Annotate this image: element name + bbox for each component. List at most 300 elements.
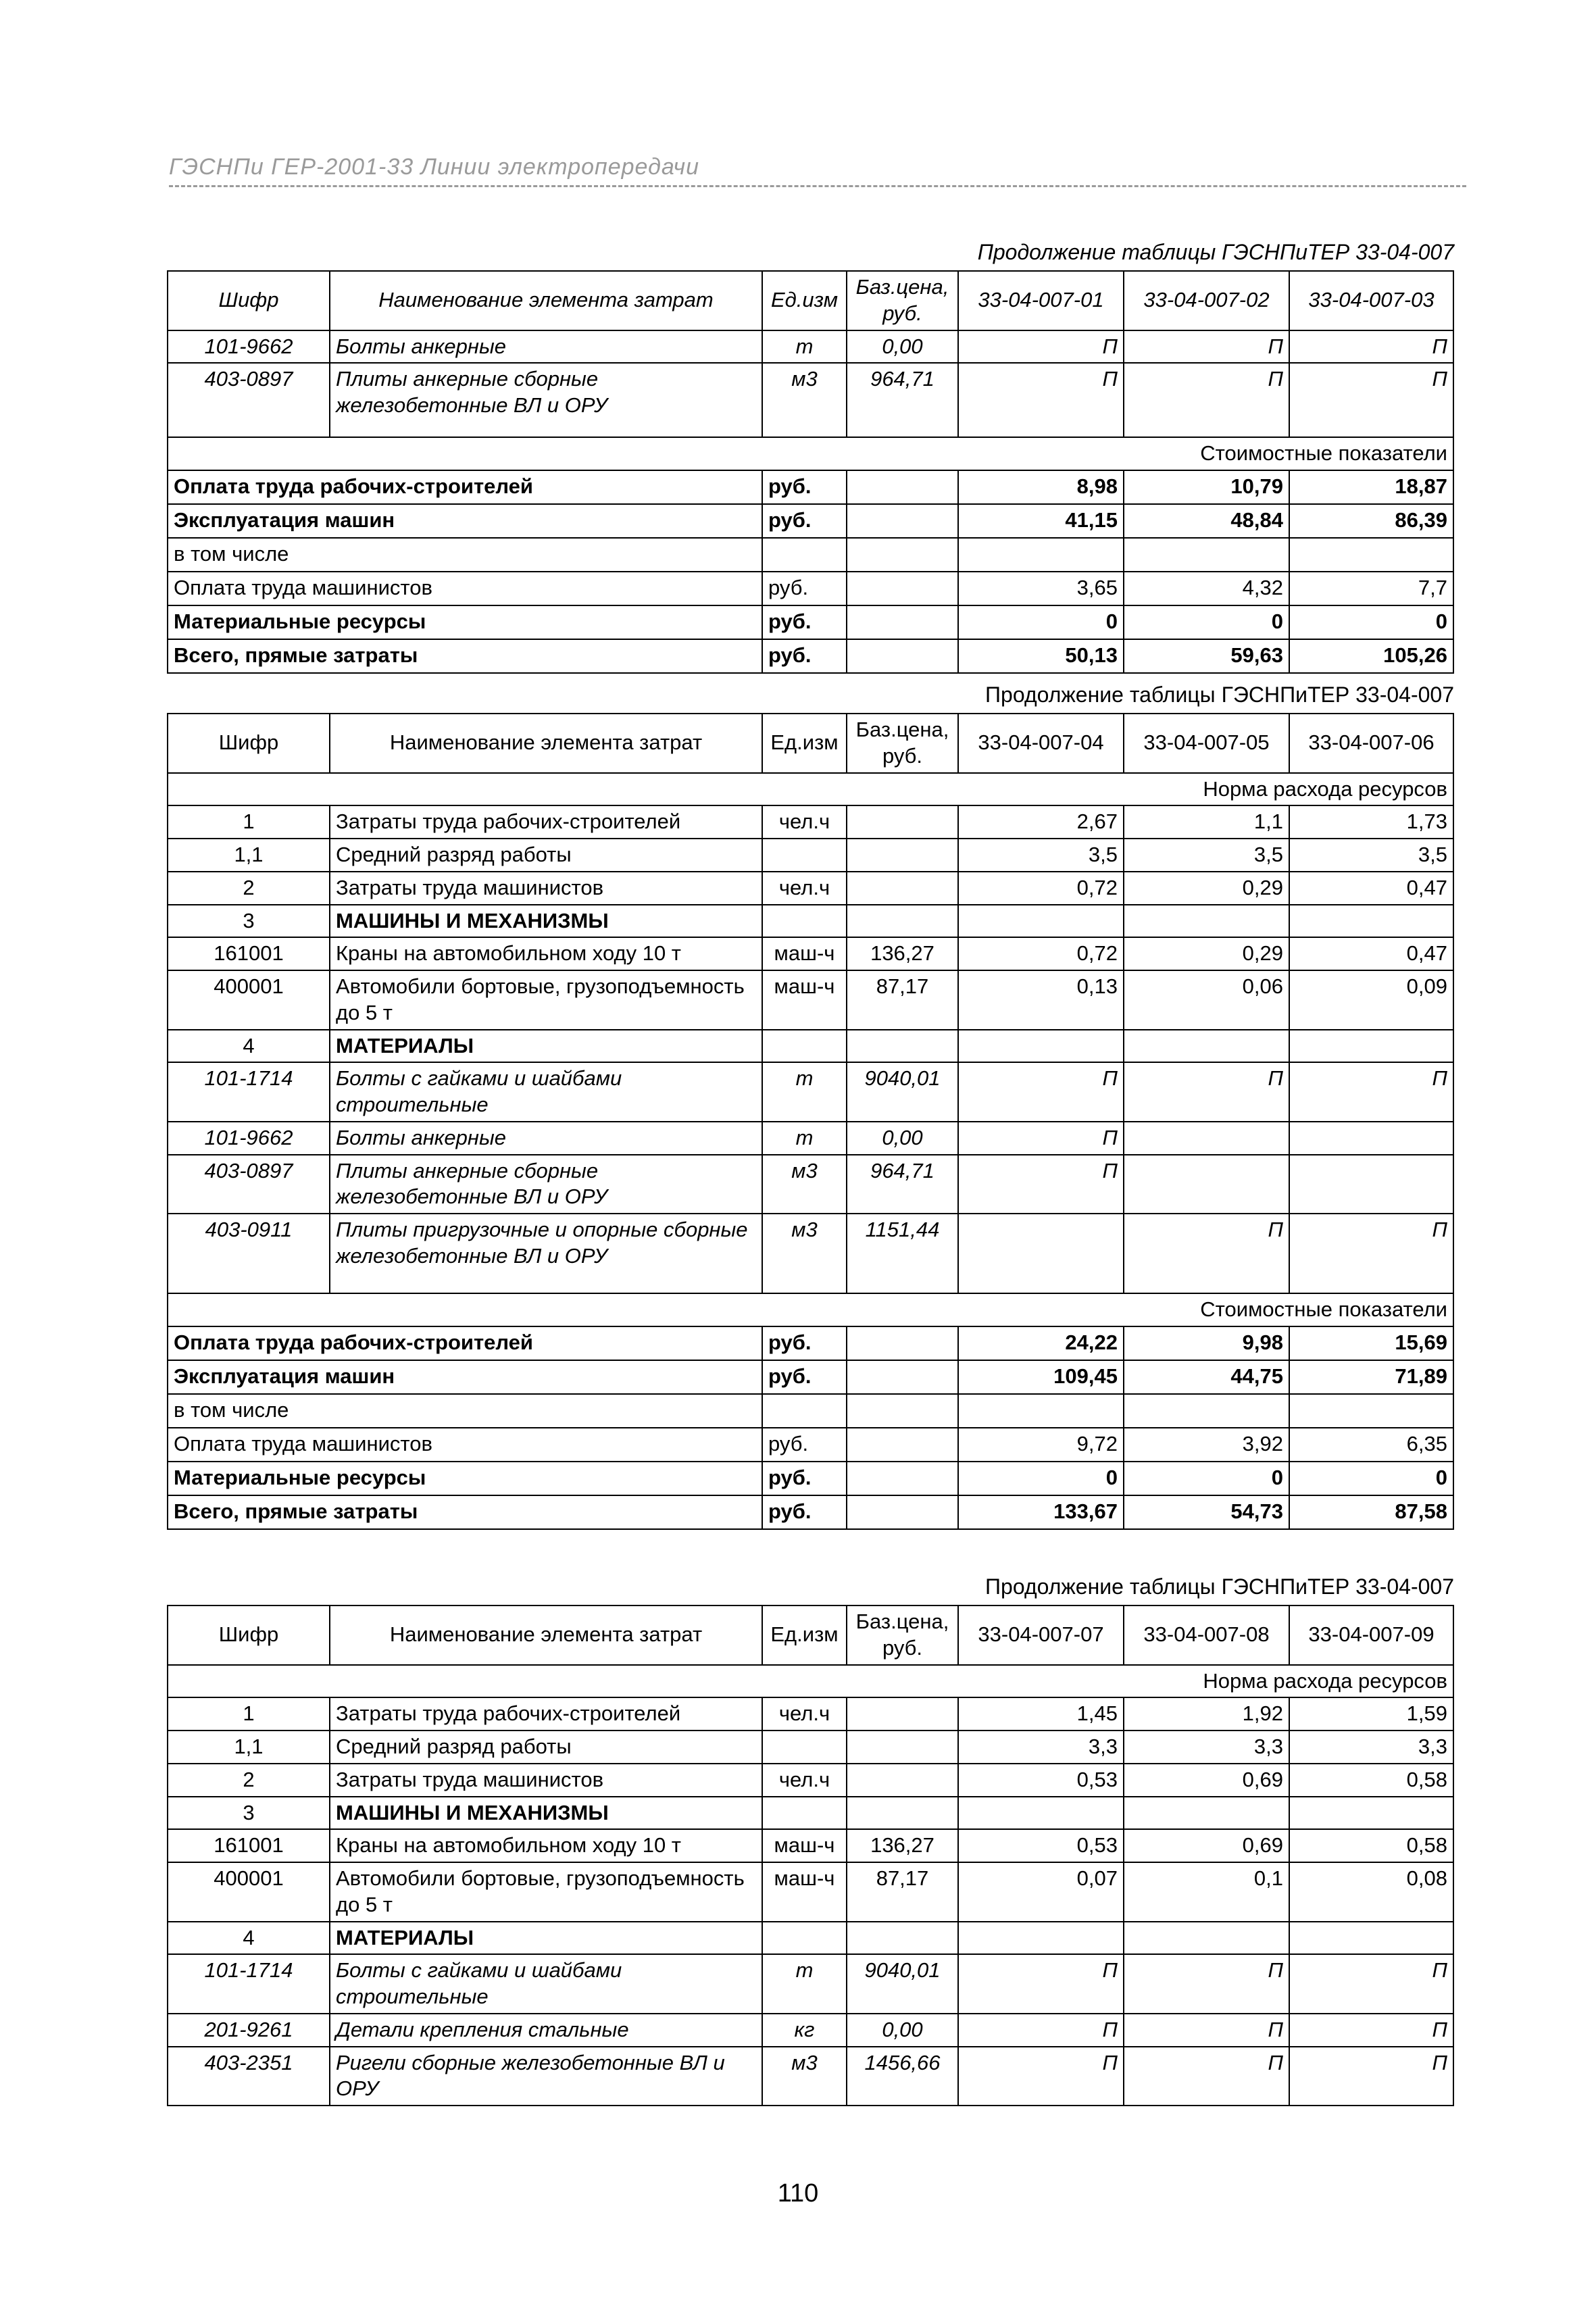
table-row	[168, 805, 1453, 839]
summary-value	[1124, 1394, 1289, 1428]
summary-value: 50,13	[958, 639, 1124, 673]
code-cell: 1	[168, 1697, 330, 1731]
summary-value: 41,15	[958, 504, 1124, 538]
value-cell: 0,1	[1124, 1862, 1289, 1922]
column-header: Баз.цена, руб.	[847, 714, 958, 773]
value-cell	[1124, 1797, 1289, 1830]
value-cell: 3,3	[1124, 1731, 1289, 1764]
value-cell: П	[1124, 1954, 1289, 2014]
column-header: Наименование элемента затрат	[330, 714, 762, 773]
table-row	[168, 1697, 1453, 1731]
summary-value: 7,7	[1289, 572, 1453, 605]
table-header-row	[168, 1605, 1453, 1665]
price-cell	[847, 1764, 958, 1797]
section-row	[168, 1665, 1453, 1698]
price-cell	[847, 905, 958, 938]
value-cell: П	[1289, 330, 1453, 364]
unit-cell: т	[762, 1954, 847, 2014]
value-cell: П	[1289, 1214, 1453, 1293]
summary-value: 10,79	[1124, 470, 1289, 504]
summary-value: 24,22	[958, 1326, 1124, 1360]
name-cell: Плиты пригрузочные и опорные сборные железобетонные ВЛ и ОРУ	[330, 1214, 762, 1293]
price-cell	[847, 1797, 958, 1830]
table-row	[168, 1731, 1453, 1764]
column-header: Шифр	[168, 714, 330, 773]
price-cell: 964,71	[847, 1155, 958, 1214]
table-row	[168, 1797, 1453, 1830]
price-cell: 9040,01	[847, 1954, 958, 2014]
code-cell: 403-0911	[168, 1214, 330, 1293]
code-cell: 3	[168, 905, 330, 938]
unit-cell: маш-ч	[762, 970, 847, 1030]
column-header: 33-04-007-03	[1289, 271, 1453, 330]
table-caption: Продолжение таблицы ГЭСНПиТЕР 33-04-007	[985, 682, 1454, 707]
summary-value: 0	[1124, 1462, 1289, 1495]
value-cell: 1,45	[958, 1697, 1124, 1731]
summary-value: 109,45	[958, 1360, 1124, 1394]
name-cell: Затраты труда рабочих-строителей	[330, 805, 762, 839]
table-row	[168, 1862, 1453, 1922]
code-cell: 101-1714	[168, 1062, 330, 1122]
summary-unit: руб.	[762, 605, 847, 639]
summary-empty	[847, 538, 958, 572]
name-cell: МАТЕРИАЛЫ	[330, 1030, 762, 1063]
summary-row	[168, 1495, 1453, 1529]
summary-value: 86,39	[1289, 504, 1453, 538]
summary-empty	[847, 605, 958, 639]
table-row	[168, 363, 1453, 437]
value-cell: П	[1124, 2014, 1289, 2047]
unit-cell: маш-ч	[762, 1829, 847, 1862]
code-cell: 101-9662	[168, 1122, 330, 1155]
code-cell: 161001	[168, 937, 330, 970]
summary-unit: руб.	[762, 504, 847, 538]
summary-value: 8,98	[958, 470, 1124, 504]
summary-label: Оплата труда машинистов	[168, 572, 762, 605]
code-cell: 400001	[168, 1862, 330, 1922]
table-row	[168, 1922, 1453, 1955]
table-caption: Продолжение таблицы ГЭСНПиТЕР 33-04-007	[985, 1574, 1454, 1599]
price-cell	[847, 1731, 958, 1764]
price-cell: 136,27	[847, 937, 958, 970]
unit-cell: т	[762, 1122, 847, 1155]
summary-label: Оплата труда рабочих-строителей	[168, 1326, 762, 1360]
summary-unit: руб.	[762, 1462, 847, 1495]
value-cell: П	[1124, 1214, 1289, 1293]
code-cell: 4	[168, 1922, 330, 1955]
value-cell	[1289, 1797, 1453, 1830]
summary-value: 6,35	[1289, 1428, 1453, 1462]
summary-label: Эксплуатация машин	[168, 1360, 762, 1394]
table-header-row	[168, 271, 1453, 330]
summary-unit	[762, 538, 847, 572]
table-row	[168, 839, 1453, 872]
table-row	[168, 937, 1453, 970]
table-row	[168, 1155, 1453, 1214]
code-cell: 2	[168, 872, 330, 905]
summary-value: 48,84	[1124, 504, 1289, 538]
table-row	[168, 970, 1453, 1030]
summary-value	[1289, 538, 1453, 572]
table-row	[168, 2047, 1453, 2106]
summary-unit	[762, 1394, 847, 1428]
running-header: ГЭСНПи ГЕР-2001-33 Линии электропередачи	[169, 154, 1466, 187]
summary-value: 59,63	[1124, 639, 1289, 673]
value-cell: 3,5	[1124, 839, 1289, 872]
name-cell: МАТЕРИАЛЫ	[330, 1922, 762, 1955]
code-cell: 101-1714	[168, 1954, 330, 2014]
value-cell	[1289, 905, 1453, 938]
summary-row	[168, 1462, 1453, 1495]
name-cell: Затраты труда машинистов	[330, 872, 762, 905]
section-row	[168, 1293, 1453, 1326]
summary-label: Оплата труда рабочих-строителей	[168, 470, 762, 504]
price-cell: 0,00	[847, 1122, 958, 1155]
resource-table-3	[167, 1605, 1454, 2106]
summary-row	[168, 1394, 1453, 1428]
unit-cell: кг	[762, 2014, 847, 2047]
value-cell	[958, 1214, 1124, 1293]
value-cell	[1124, 1922, 1289, 1955]
column-header: 33-04-007-09	[1289, 1605, 1453, 1665]
value-cell	[1124, 1155, 1289, 1214]
summary-value: 0	[1124, 605, 1289, 639]
summary-value: 3,92	[1124, 1428, 1289, 1462]
summary-unit: руб.	[762, 639, 847, 673]
code-cell: 3	[168, 1797, 330, 1830]
summary-row	[168, 572, 1453, 605]
code-cell: 400001	[168, 970, 330, 1030]
unit-cell: чел.ч	[762, 872, 847, 905]
summary-unit: руб.	[762, 572, 847, 605]
summary-row	[168, 1360, 1453, 1394]
column-header: Шифр	[168, 271, 330, 330]
summary-value: 133,67	[958, 1495, 1124, 1529]
value-cell	[1289, 1122, 1453, 1155]
summary-empty	[847, 1462, 958, 1495]
table-row	[168, 872, 1453, 905]
summary-value: 4,32	[1124, 572, 1289, 605]
value-cell: 0,69	[1124, 1764, 1289, 1797]
column-header: Ед.изм	[762, 271, 847, 330]
price-cell	[847, 839, 958, 872]
unit-cell: м3	[762, 1214, 847, 1293]
summary-value: 15,69	[1289, 1326, 1453, 1360]
summary-empty	[847, 572, 958, 605]
summary-value: 9,72	[958, 1428, 1124, 1462]
value-cell: 0,07	[958, 1862, 1124, 1922]
value-cell: 0,72	[958, 937, 1124, 970]
code-cell: 101-9662	[168, 330, 330, 364]
unit-cell	[762, 839, 847, 872]
price-cell	[847, 1697, 958, 1731]
section-row	[168, 437, 1453, 470]
code-cell: 2	[168, 1764, 330, 1797]
column-header: 33-04-007-06	[1289, 714, 1453, 773]
price-cell	[847, 1922, 958, 1955]
name-cell: Болты с гайками и шайбами строительные	[330, 1062, 762, 1122]
value-cell: 1,73	[1289, 805, 1453, 839]
resource-table-2	[167, 713, 1454, 1530]
value-cell	[1124, 1122, 1289, 1155]
value-cell: 1,59	[1289, 1697, 1453, 1731]
value-cell: П	[1124, 2047, 1289, 2106]
value-cell	[958, 1797, 1124, 1830]
value-cell: 0,58	[1289, 1764, 1453, 1797]
column-header: 33-04-007-07	[958, 1605, 1124, 1665]
value-cell	[1289, 1922, 1453, 1955]
unit-cell	[762, 1030, 847, 1063]
summary-value	[1124, 538, 1289, 572]
summary-value: 44,75	[1124, 1360, 1289, 1394]
summary-empty	[847, 470, 958, 504]
table-row	[168, 330, 1453, 364]
column-header: 33-04-007-02	[1124, 271, 1289, 330]
value-cell: П	[1124, 1062, 1289, 1122]
price-cell: 1456,66	[847, 2047, 958, 2106]
summary-label: Эксплуатация машин	[168, 504, 762, 538]
unit-cell: т	[762, 330, 847, 364]
column-header: Баз.цена, руб.	[847, 271, 958, 330]
unit-cell	[762, 1797, 847, 1830]
summary-row	[168, 639, 1453, 673]
norm-label: Норма расхода ресурсов	[168, 773, 1453, 806]
summary-value: 54,73	[1124, 1495, 1289, 1529]
value-cell: 0,06	[1124, 970, 1289, 1030]
price-cell	[847, 1030, 958, 1063]
column-header: 33-04-007-04	[958, 714, 1124, 773]
value-cell: П	[1289, 2047, 1453, 2106]
value-cell: П	[1289, 1954, 1453, 2014]
code-cell: 1,1	[168, 1731, 330, 1764]
table-row	[168, 1214, 1453, 1293]
summary-value: 71,89	[1289, 1360, 1453, 1394]
name-cell: Средний разряд работы	[330, 1731, 762, 1764]
value-cell: 2,67	[958, 805, 1124, 839]
summary-label: в том числе	[168, 1394, 762, 1428]
summary-unit: руб.	[762, 1495, 847, 1529]
table-header-row	[168, 714, 1453, 773]
value-cell: 0,53	[958, 1829, 1124, 1862]
value-cell: 1,1	[1124, 805, 1289, 839]
table-row	[168, 1030, 1453, 1063]
summary-unit: руб.	[762, 1360, 847, 1394]
value-cell: 0,47	[1289, 872, 1453, 905]
value-cell: П	[958, 1155, 1124, 1214]
table-caption: Продолжение таблицы ГЭСНПиТЕР 33-04-007	[977, 240, 1454, 264]
price-cell: 87,17	[847, 1862, 958, 1922]
unit-cell: маш-ч	[762, 1862, 847, 1922]
section-label: Стоимостные показатели	[168, 1293, 1453, 1326]
value-cell: 0,47	[1289, 937, 1453, 970]
name-cell: Затраты труда рабочих-строителей	[330, 1697, 762, 1731]
unit-cell	[762, 1922, 847, 1955]
code-cell: 403-0897	[168, 1155, 330, 1214]
name-cell: Краны на автомобильном ходу 10 т	[330, 1829, 762, 1862]
price-cell	[847, 805, 958, 839]
summary-value	[1289, 1394, 1453, 1428]
value-cell: П	[958, 1954, 1124, 2014]
summary-unit: руб.	[762, 1428, 847, 1462]
name-cell: Краны на автомобильном ходу 10 т	[330, 937, 762, 970]
price-cell: 964,71	[847, 363, 958, 437]
summary-empty	[847, 1394, 958, 1428]
value-cell: 0,13	[958, 970, 1124, 1030]
summary-label: Всего, прямые затраты	[168, 1495, 762, 1529]
value-cell	[958, 905, 1124, 938]
value-cell: 0,53	[958, 1764, 1124, 1797]
summary-empty	[847, 639, 958, 673]
summary-value: 0	[958, 605, 1124, 639]
summary-value: 3,65	[958, 572, 1124, 605]
summary-value: 0	[958, 1462, 1124, 1495]
value-cell: П	[958, 330, 1124, 364]
resource-table-1	[167, 270, 1454, 674]
price-cell	[847, 872, 958, 905]
value-cell: 3,5	[1289, 839, 1453, 872]
column-header: Наименование элемента затрат	[330, 1605, 762, 1665]
code-cell: 403-0897	[168, 363, 330, 437]
table-row	[168, 905, 1453, 938]
table-row	[168, 1062, 1453, 1122]
column-header: Шифр	[168, 1605, 330, 1665]
summary-value: 105,26	[1289, 639, 1453, 673]
summary-empty	[847, 1495, 958, 1529]
value-cell	[1289, 1030, 1453, 1063]
code-cell: 1	[168, 805, 330, 839]
name-cell: Болты анкерные	[330, 330, 762, 364]
value-cell: 3,5	[958, 839, 1124, 872]
value-cell: П	[1124, 363, 1289, 437]
column-header: 33-04-007-05	[1124, 714, 1289, 773]
unit-cell: чел.ч	[762, 1764, 847, 1797]
value-cell: 0,29	[1124, 937, 1289, 970]
summary-row	[168, 1428, 1453, 1462]
value-cell	[1124, 1030, 1289, 1063]
name-cell: Болты с гайками и шайбами строительные	[330, 1954, 762, 2014]
column-header: Наименование элемента затрат	[330, 271, 762, 330]
name-cell: Плиты анкерные сборные железобетонные ВЛ и ОРУ	[330, 1155, 762, 1214]
price-cell: 0,00	[847, 330, 958, 364]
table-row	[168, 1122, 1453, 1155]
table-row	[168, 1764, 1453, 1797]
summary-value: 87,58	[1289, 1495, 1453, 1529]
price-cell: 9040,01	[847, 1062, 958, 1122]
price-cell: 87,17	[847, 970, 958, 1030]
column-header: Баз.цена, руб.	[847, 1605, 958, 1665]
value-cell: П	[958, 2014, 1124, 2047]
summary-unit: руб.	[762, 1326, 847, 1360]
summary-value: 9,98	[1124, 1326, 1289, 1360]
summary-empty	[847, 1360, 958, 1394]
summary-value: 18,87	[1289, 470, 1453, 504]
unit-cell: м3	[762, 363, 847, 437]
summary-empty	[847, 1326, 958, 1360]
summary-label: Материальные ресурсы	[168, 605, 762, 639]
summary-empty	[847, 504, 958, 538]
summary-value	[958, 1394, 1124, 1428]
column-header: 33-04-007-08	[1124, 1605, 1289, 1665]
value-cell: 0,08	[1289, 1862, 1453, 1922]
section-row	[168, 773, 1453, 806]
value-cell: П	[1289, 2014, 1453, 2047]
value-cell: 3,3	[958, 1731, 1124, 1764]
summary-row	[168, 504, 1453, 538]
name-cell: Ригели сборные железобетонные ВЛ и ОРУ	[330, 2047, 762, 2106]
code-cell: 4	[168, 1030, 330, 1063]
summary-empty	[847, 1428, 958, 1462]
summary-label: Оплата труда машинистов	[168, 1428, 762, 1462]
value-cell: П	[1289, 1062, 1453, 1122]
page-number: 110	[777, 2179, 819, 2208]
name-cell: Затраты труда машинистов	[330, 1764, 762, 1797]
name-cell: Болты анкерные	[330, 1122, 762, 1155]
column-header: Ед.изм	[762, 714, 847, 773]
price-cell: 1151,44	[847, 1214, 958, 1293]
value-cell: П	[958, 363, 1124, 437]
code-cell: 161001	[168, 1829, 330, 1862]
summary-value: 0	[1289, 605, 1453, 639]
table-row	[168, 2014, 1453, 2047]
section-label: Стоимостные показатели	[168, 437, 1453, 470]
code-cell: 1,1	[168, 839, 330, 872]
unit-cell: чел.ч	[762, 1697, 847, 1731]
unit-cell: чел.ч	[762, 805, 847, 839]
summary-row	[168, 605, 1453, 639]
unit-cell: м3	[762, 1155, 847, 1214]
summary-value	[958, 538, 1124, 572]
price-cell: 136,27	[847, 1829, 958, 1862]
price-cell: 0,00	[847, 2014, 958, 2047]
unit-cell: м3	[762, 2047, 847, 2106]
value-cell: 0,29	[1124, 872, 1289, 905]
value-cell	[1124, 905, 1289, 938]
unit-cell: маш-ч	[762, 937, 847, 970]
summary-label: Всего, прямые затраты	[168, 639, 762, 673]
table-row	[168, 1954, 1453, 2014]
value-cell	[1289, 1155, 1453, 1214]
name-cell: Плиты анкерные сборные железобетонные ВЛ и ОРУ	[330, 363, 762, 437]
value-cell: 3,3	[1289, 1731, 1453, 1764]
table-row	[168, 1829, 1453, 1862]
value-cell: 0,58	[1289, 1829, 1453, 1862]
code-cell: 201-9261	[168, 2014, 330, 2047]
summary-label: Материальные ресурсы	[168, 1462, 762, 1495]
summary-row	[168, 538, 1453, 572]
value-cell: П	[1124, 330, 1289, 364]
value-cell: П	[958, 1062, 1124, 1122]
summary-value: 0	[1289, 1462, 1453, 1495]
value-cell: П	[958, 2047, 1124, 2106]
name-cell: Автомобили бортовые, грузоподъемность до 5 т	[330, 1862, 762, 1922]
name-cell: Автомобили бортовые, грузоподъемность до 5 т	[330, 970, 762, 1030]
summary-label: в том числе	[168, 538, 762, 572]
column-header: Ед.изм	[762, 1605, 847, 1665]
name-cell: Детали крепления стальные	[330, 2014, 762, 2047]
norm-label: Норма расхода ресурсов	[168, 1665, 1453, 1698]
value-cell: 1,92	[1124, 1697, 1289, 1731]
summary-row	[168, 1326, 1453, 1360]
name-cell: МАШИНЫ И МЕХАНИЗМЫ	[330, 1797, 762, 1830]
value-cell: П	[958, 1122, 1124, 1155]
summary-unit: руб.	[762, 470, 847, 504]
column-header: 33-04-007-01	[958, 271, 1124, 330]
value-cell: 0,69	[1124, 1829, 1289, 1862]
value-cell: 0,72	[958, 872, 1124, 905]
name-cell: МАШИНЫ И МЕХАНИЗМЫ	[330, 905, 762, 938]
unit-cell	[762, 1731, 847, 1764]
unit-cell: т	[762, 1062, 847, 1122]
